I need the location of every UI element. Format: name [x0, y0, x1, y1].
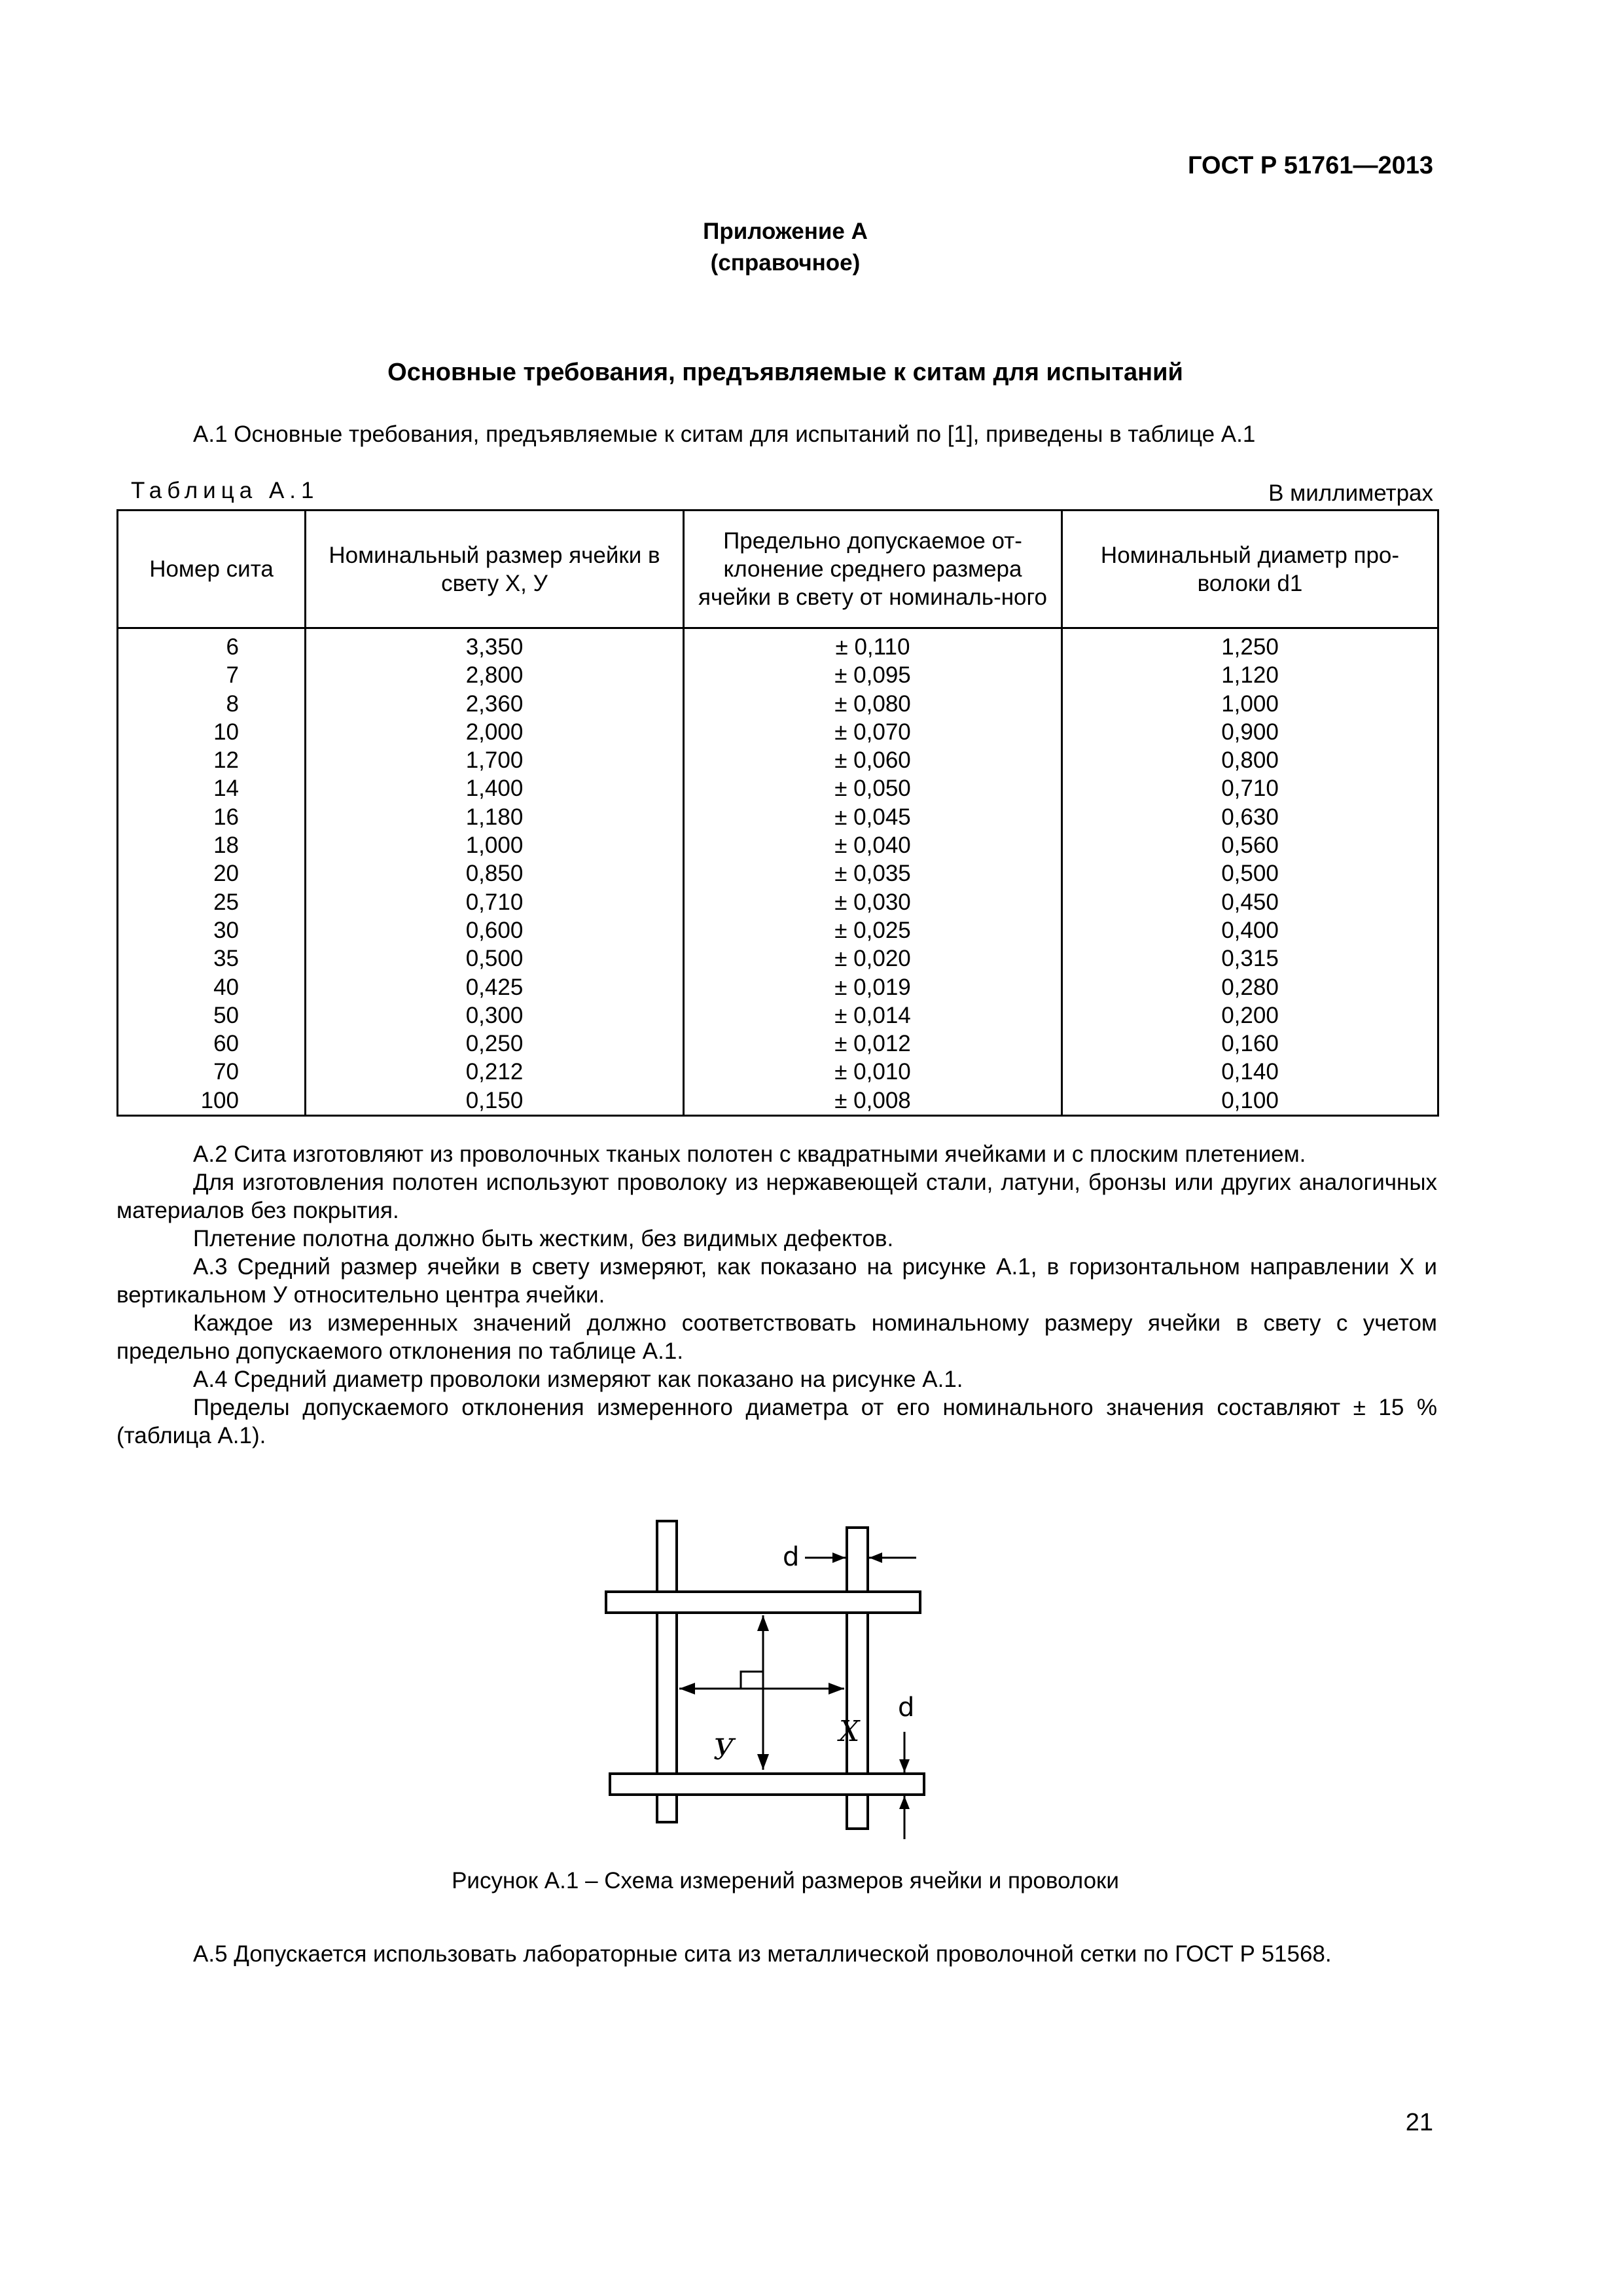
table-cell: 1,000: [306, 831, 684, 859]
table-body: [118, 628, 1438, 1116]
top-wire: [606, 1592, 920, 1613]
table-cell: 1,120: [1062, 661, 1438, 689]
table-row: [118, 916, 1438, 944]
y-label: У: [713, 1733, 734, 1767]
table-cell: 6: [118, 628, 306, 662]
table-cell: 10: [118, 718, 306, 746]
table-row: [118, 774, 1438, 802]
table-row: [118, 888, 1438, 916]
table-cell: 14: [118, 774, 306, 802]
table-cell: 0,100: [1062, 1086, 1438, 1116]
appendix-status: (справочное): [710, 250, 861, 276]
table-cell: 70: [118, 1058, 306, 1086]
table-cell: ± 0,110: [684, 628, 1062, 662]
table-cell: 0,250: [306, 1030, 684, 1058]
table-cell: 1,180: [306, 803, 684, 831]
table-row: [118, 1001, 1438, 1030]
table-cell: 12: [118, 746, 306, 774]
table-cell: 0,710: [1062, 774, 1438, 802]
header-tolerance: Предельно допускаемое от-клонение среднего размера ячейки в свету от номиналь-ного: [684, 511, 1062, 628]
table-cell: 0,300: [306, 1001, 684, 1030]
table-units: В миллиметрах: [1268, 480, 1433, 506]
table-cell: 1,400: [306, 774, 684, 802]
body-paragraph: Каждое из измеренных значений должно соответствовать номинальному размеру ячейки в свету с учетом предельно допускаемого отклонения по таблице А.1.: [116, 1310, 1437, 1364]
body-paragraph: А.3 Средний размер ячейки в свету измеряют, как показано на рисунке А.1, в горизонтальном направлении X и вертикальном У относительно центра ячейки.: [116, 1254, 1437, 1308]
table-cell: 0,630: [1062, 803, 1438, 831]
table-cell: 16: [118, 803, 306, 831]
table-cell: 20: [118, 859, 306, 888]
table-cell: 0,280: [1062, 973, 1438, 1001]
table-cell: 8: [118, 690, 306, 718]
table-cell: 1,700: [306, 746, 684, 774]
table-cell: 0,800: [1062, 746, 1438, 774]
table-row: [118, 718, 1438, 746]
table-cell: 0,200: [1062, 1001, 1438, 1030]
figure-caption: Рисунок А.1 – Схема измерений размеров ячейки и проволоки: [452, 1868, 1119, 1893]
table-cell: 0,900: [1062, 718, 1438, 746]
table-row: [118, 944, 1438, 973]
table-cell: 0,560: [1062, 831, 1438, 859]
table-caption: Таблица А.1: [131, 478, 319, 503]
document-code: ГОСТ Р 51761—2013: [1188, 152, 1433, 179]
table-cell: 30: [118, 916, 306, 944]
appendix-title: Приложение А: [703, 219, 868, 244]
table-row: [118, 1086, 1438, 1116]
table-cell: ± 0,035: [684, 859, 1062, 888]
table-cell: ± 0,050: [684, 774, 1062, 802]
table-cell: 7: [118, 661, 306, 689]
table-cell: ± 0,095: [684, 661, 1062, 689]
table-cell: ± 0,025: [684, 916, 1062, 944]
sieve-requirements-table: [116, 509, 1439, 1117]
d-label-top: d: [783, 1542, 800, 1572]
table-cell: 0,160: [1062, 1030, 1438, 1058]
body-paragraph: Для изготовления полотен используют проволоку из нержавеющей стали, латуни, бронзы или других аналогичных материалов без покрытия.: [116, 1170, 1437, 1223]
table-cell: ± 0,060: [684, 746, 1062, 774]
table-cell: 0,212: [306, 1058, 684, 1086]
table-row: [118, 973, 1438, 1001]
table-row: [118, 661, 1438, 689]
body-paragraph: А.2 Сита изготовляют из проволочных тканых полотен с квадратными ячейками и с плоским плетением.: [193, 1141, 1306, 1167]
table-cell: 2,800: [306, 661, 684, 689]
table-row: [118, 859, 1438, 888]
table-cell: 50: [118, 1001, 306, 1030]
table-cell: 0,450: [1062, 888, 1438, 916]
header-sieve-number: Номер сита: [118, 511, 306, 628]
table-cell: ± 0,070: [684, 718, 1062, 746]
d-label-right: d: [898, 1693, 915, 1723]
table-cell: ± 0,045: [684, 803, 1062, 831]
table-cell: 0,500: [1062, 859, 1438, 888]
table-cell: ± 0,030: [684, 888, 1062, 916]
table-cell: 35: [118, 944, 306, 973]
table-row: [118, 831, 1438, 859]
body-paragraph: А.4 Средний диаметр проволоки измеряют как показано на рисунке А.1.: [193, 1367, 963, 1392]
table-cell: 2,360: [306, 690, 684, 718]
mesh-measurement-figure: [589, 1505, 955, 1846]
table-cell: 1,250: [1062, 628, 1438, 662]
table-row: [118, 746, 1438, 774]
body-paragraph: Плетение полотна должно быть жестким, без видимых дефектов.: [193, 1226, 894, 1251]
table-cell: 40: [118, 973, 306, 1001]
header-wire-diameter: Номинальный диаметр про-волоки d1: [1062, 511, 1438, 628]
table-row: [118, 1030, 1438, 1058]
table-row: [118, 803, 1438, 831]
paragraph-a5: А.5 Допускается использовать лабораторные сита из металлической проволочной сетки по ГОСТ Р 51568.: [193, 1941, 1332, 1967]
table-cell: 0,425: [306, 973, 684, 1001]
body-paragraph: Пределы допускаемого отклонения измеренного диаметра от его номинального значения составляют ± 15 % (таблица А.1).: [116, 1395, 1437, 1448]
table-cell: 0,850: [306, 859, 684, 888]
table-row: [118, 628, 1438, 662]
paragraph-a1: А.1 Основные требования, предъявляемые к ситам для испытаний по [1], приведены в таблице А.1: [193, 422, 1256, 447]
page-number: 21: [1405, 2109, 1433, 2136]
table-cell: 0,500: [306, 944, 684, 973]
table-cell: 0,400: [1062, 916, 1438, 944]
table-cell: ± 0,014: [684, 1001, 1062, 1030]
section-title: Основные требования, предъявляемые к ситам для испытаний: [387, 359, 1183, 386]
table-cell: ± 0,080: [684, 690, 1062, 718]
table-cell: ± 0,020: [684, 944, 1062, 973]
header-nominal-aperture: Номинальный размер ячейки в свету X, У: [306, 511, 684, 628]
table-row: [118, 690, 1438, 718]
table-cell: 2,000: [306, 718, 684, 746]
table-cell: 0,140: [1062, 1058, 1438, 1086]
table-cell: ± 0,008: [684, 1086, 1062, 1116]
table-cell: 1,000: [1062, 690, 1438, 718]
table-cell: 100: [118, 1086, 306, 1116]
table-cell: 0,315: [1062, 944, 1438, 973]
x-label: X: [839, 1715, 860, 1748]
bottom-wire: [610, 1774, 924, 1795]
table-cell: 0,710: [306, 888, 684, 916]
table-cell: 18: [118, 831, 306, 859]
table-cell: ± 0,012: [684, 1030, 1062, 1058]
table-cell: 0,600: [306, 916, 684, 944]
table-row: [118, 1058, 1438, 1086]
table-cell: ± 0,019: [684, 973, 1062, 1001]
table-header-row: [118, 511, 1438, 628]
table-cell: 60: [118, 1030, 306, 1058]
table-cell: 0,150: [306, 1086, 684, 1116]
table-cell: 3,350: [306, 628, 684, 662]
table-cell: 25: [118, 888, 306, 916]
table-cell: ± 0,040: [684, 831, 1062, 859]
table-cell: ± 0,010: [684, 1058, 1062, 1086]
